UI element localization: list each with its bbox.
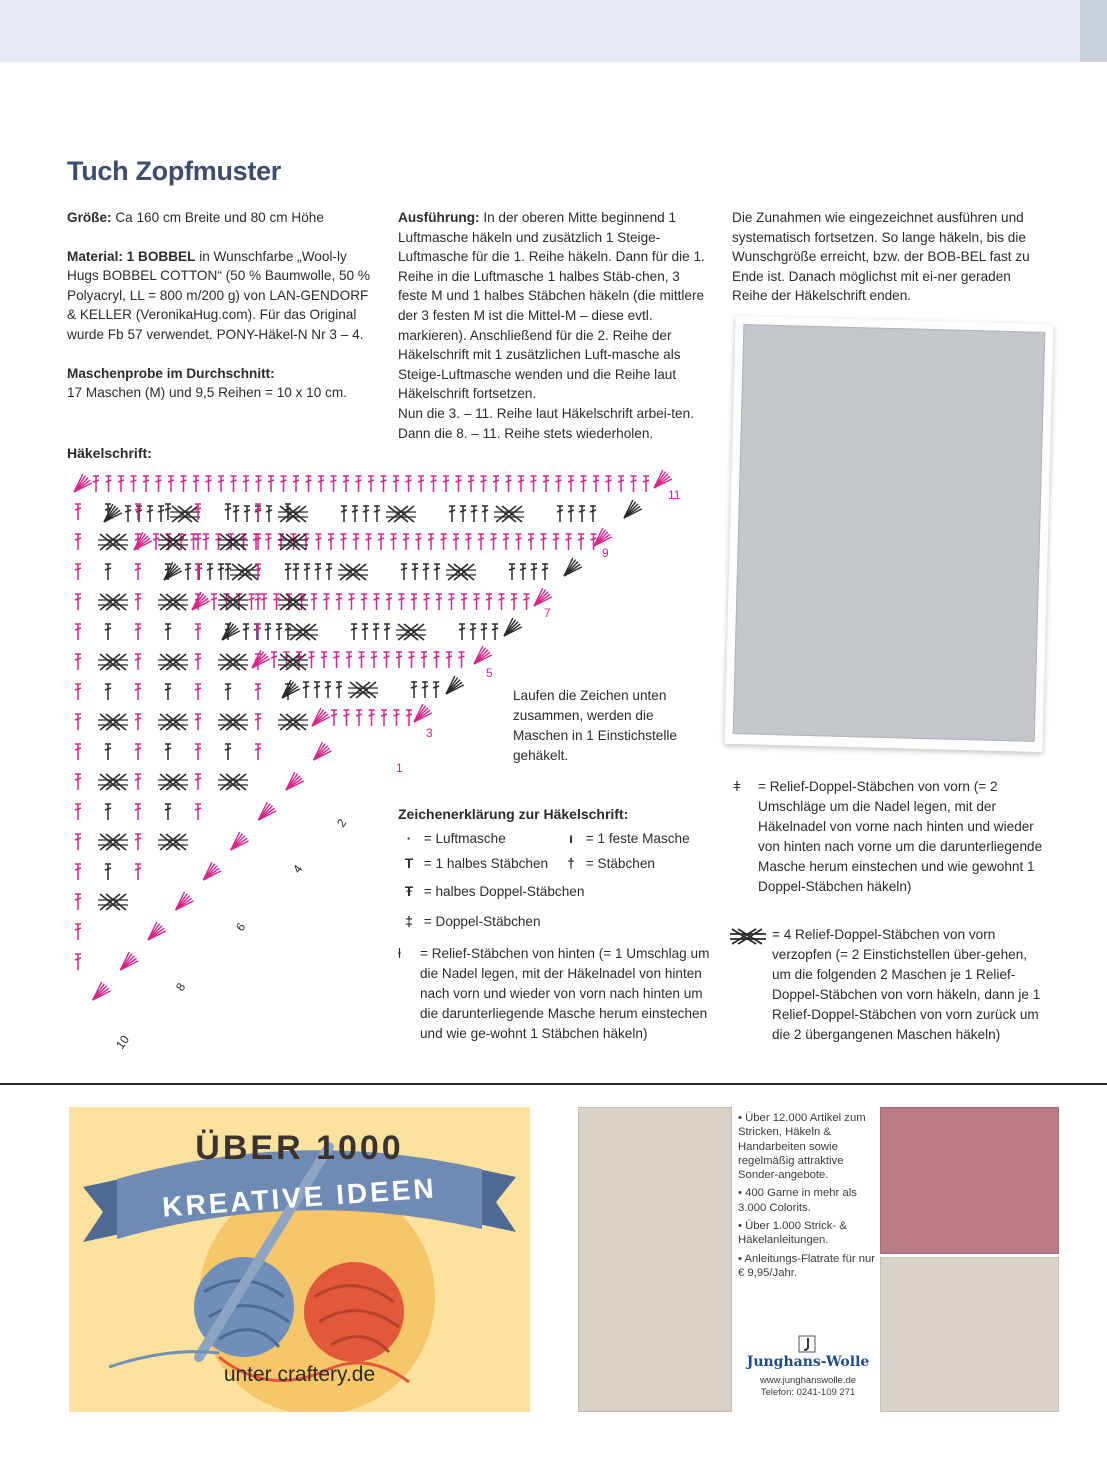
legend-item-double: † = Stäbchen	[560, 854, 710, 874]
exec-text: In der oberen Mitte beginnend 1 Luftmasche häkeln und zusätzlich 1 Steige-Luftmasche für die 1. Reihe häkeln. Dann für die 1. Reihe in die Luftmasche 1 halbes Stäb-chen, 3 feste M und 1 halbes Stäbchen häkeln (die mittlere der 3 festen M ist die Mittel-M – diese evtl. markieren). Anschließend für die 2. Reihe der Häkelschrift mit 1 zusätzlichen Luft-masche als Steige-Luftmasche wenden und die Reihe laut Häkelschrift fortsetzen.	[398, 210, 705, 402]
benefit-item: • Über 1.000 Strick- & Häkelanleitungen.	[738, 1220, 847, 1247]
gauge-label: Maschenprobe im Durchschnitt:	[67, 365, 275, 381]
legend-item-half-double: T = 1 halbes Stäbchen	[398, 854, 558, 874]
sweater-model-photo	[578, 1107, 732, 1412]
row-number-9: 9	[602, 546, 609, 560]
row-number-11: 11	[668, 488, 681, 502]
front-post-double-icon: ǂ	[733, 779, 741, 794]
size-label: Größe:	[67, 210, 112, 225]
gauge-text: 17 Maschen (M) und 9,5 Reihen = 10 x 10 cm.	[67, 385, 347, 401]
row-number-3: 3	[426, 726, 433, 740]
model-photo	[724, 316, 1053, 752]
half-treble-icon: Ŧ	[404, 884, 414, 899]
benefit-item: • 400 Garne in mehr als 3.000 Colorits.	[738, 1187, 857, 1214]
legend-item-back-post: = Relief-Stäbchen von hinten (= 1 Umschlag um die Nadel legen, mit der Häkelnadel von hinten nach vorn und wieder von vorn nach hinten um die darunterliegende Masche herum einstechen und wie ge-wohnt 1 Stäbchen häkeln)	[420, 946, 710, 1041]
legend-title: Zeichenerklärung zur Häkelschrift:	[398, 806, 629, 822]
craftery-url[interactable]: unter craftery.de	[223, 1363, 376, 1386]
exec-label: Ausführung:	[398, 210, 480, 225]
row-number-6: 6	[232, 920, 249, 934]
craftery-headline: ÜBER 1000	[195, 1129, 404, 1167]
legend-item-half-treble: Ŧ = halbes Doppel-Stäbchen	[398, 882, 698, 902]
single-crochet-icon: ı	[569, 831, 573, 846]
size-text: Ca 160 cm Breite und 80 cm Höhe	[111, 210, 324, 225]
legend-item-cable: = 4 Relief-Doppel-Stäbchen von vorn verzopfen (= 2 Einstichstellen über-gehen, um die folgenden 2 Maschen je 1 Relief-Doppel-Stäbchen von vorn häkeln, dann je 1 Relief-Doppel-Stäbchen von vorn zurück um die 2 übergangenen Maschen häkeln)	[772, 927, 1041, 1042]
junghans-contact	[736, 1375, 880, 1399]
junghans-benefits	[738, 1111, 878, 1284]
column-increase	[732, 208, 1042, 325]
column-materials	[67, 208, 377, 422]
treble-icon: ‡	[405, 914, 413, 929]
row-number-7: 7	[544, 606, 551, 620]
junghans-logo-icon	[798, 1335, 816, 1353]
increase-text: Die Zunahmen wie eingezeichnet ausführen und systematisch fortsetzen. So lange häkeln, bis die Wunschgröße erreicht, bzw. der BOB-BEL fast zu Ende ist. Danach möglichst mit ei-ner geraden Reihe der Häkelschrift enden.	[732, 210, 1030, 304]
craftery-ad[interactable]	[69, 1107, 530, 1412]
chart-title: Häkelschrift:	[67, 445, 152, 461]
back-post-symbol-icon: ƚ	[398, 946, 402, 961]
junghans-url[interactable]: www.junghanswolle.de	[759, 1375, 857, 1386]
craftery-banner-text: KREATIVE IDEEN	[161, 1172, 438, 1223]
exec-text-2: Nun die 3. – 11. Reihe laut Häkelschrift arbei-ten. Dann die 8. – 11. Reihe stets wiederholen.	[398, 405, 694, 441]
column-instructions	[398, 208, 708, 462]
row-number-2: 2	[333, 816, 350, 830]
article-title: Tuch Zopfmuster	[67, 156, 281, 186]
knitting-hands-photo	[880, 1107, 1059, 1254]
row-number-10: 10	[112, 1032, 133, 1052]
header-band	[0, 0, 1080, 62]
yarn-skein-photo	[880, 1257, 1059, 1412]
header-tab	[1080, 0, 1107, 62]
half-double-icon: T	[404, 856, 414, 871]
chart-note: Laufen die Zeichen unten zusammen, werden die Maschen in 1 Einstichstelle gehäkelt.	[513, 688, 677, 763]
chain-symbol-icon: ·	[406, 831, 412, 846]
row-number-5: 5	[486, 666, 493, 680]
benefit-item: • Anleitungs-Flatrate für nur € 9,95/Jahr.	[738, 1252, 876, 1279]
legend-item-treble: ‡ = Doppel-Stäbchen	[398, 912, 698, 932]
legend-item-front-post-double: = Relief-Doppel-Stäbchen von vorn (= 2 Umschläge um die Nadel legen, mit der Häkelnadel von vorne nach hinten und wieder von hinten nach vorne um die darunterliegende Masche herum einstechen und wie gewohnt 1 Doppel-Stäbchen häkeln)	[758, 779, 1043, 894]
legend-item-chain: · = Luftmasche	[398, 829, 548, 849]
benefit-item: • Über 12.000 Artikel zum Stricken, Häkeln & Handarbeiten sowie regelmäßig attraktive Sonder-angebote.	[738, 1112, 866, 1182]
row-number-1: 1	[396, 761, 403, 775]
double-crochet-icon: †	[567, 856, 575, 871]
cable-cross-icon	[730, 925, 770, 947]
junghans-ad[interactable]	[578, 1107, 1059, 1412]
model-photo-image	[733, 324, 1046, 742]
legend-item-single-crochet: ı = 1 feste Masche	[560, 829, 710, 849]
junghans-phone: Telefon: 0241-109 271	[760, 1387, 856, 1398]
row-number-4: 4	[289, 862, 306, 876]
row-number-8: 8	[172, 980, 189, 994]
material-label: Material: 1 BOBBEL	[67, 248, 196, 264]
material-text: in Wunschfarbe „Wool-ly Hugs BOBBEL COTTON“ (50 % Baumwolle, 50 % Polyacryl, LL = 800 m/200 g) von LAN-GENDORF & KELLER (VeronikaHug.com). Für das Original wurde Fb 57 verwendet. PONY-Häkel-N Nr 3 – 4.	[67, 248, 370, 342]
section-divider	[0, 1083, 1107, 1085]
junghans-logo: Junghans-Wolle	[746, 1354, 870, 1370]
